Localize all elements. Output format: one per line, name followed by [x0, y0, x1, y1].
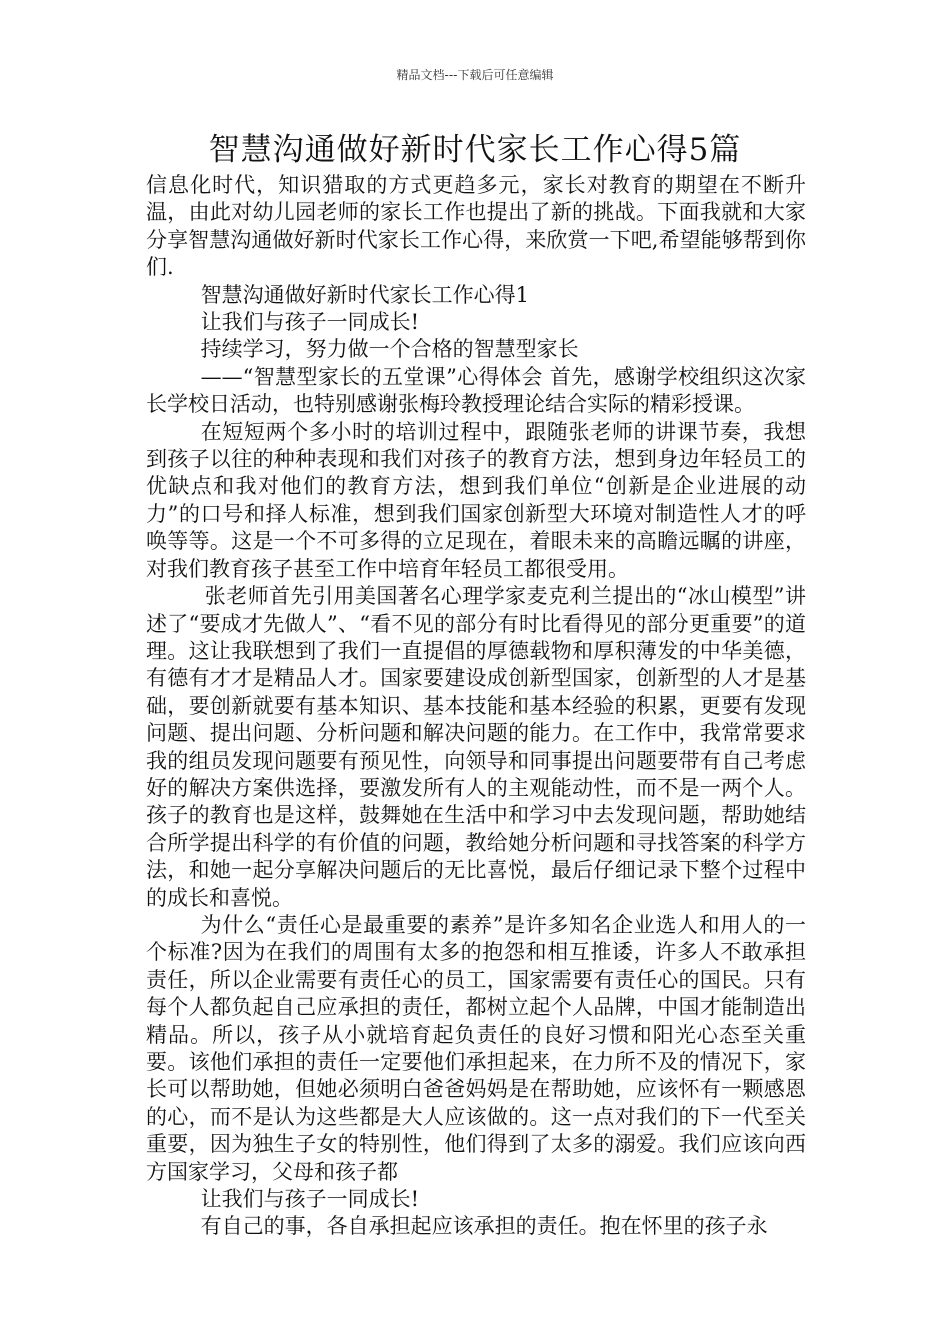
- page-header-note: 精品文档---下载后可任意编辑: [396, 68, 554, 82]
- paragraph-thanks: ——“智慧型家长的五堂课”心得体会 首先，感谢学校组织这次家长学校日活动，也特别感谢张梅玲教授理论结合实际的精彩授课。: [146, 364, 806, 417]
- paragraph-section-heading: 智慧沟通做好新时代家长工作心得1: [200, 282, 529, 307]
- paragraph-slogan: 让我们与孩子一同成长!: [200, 310, 420, 335]
- document-body: [146, 172, 806, 1241]
- document-title: 智慧沟通做好新时代家长工作心得5篇: [208, 132, 742, 168]
- paragraph-continuation: 有自己的事，各自承担起应该承担的责任。抱在怀里的孩子永: [200, 1214, 768, 1239]
- paragraph-intro: 信息化时代，知识猎取的方式更趋多元，家长对教育的期望在不断升温，由此对幼儿园老师的家长工作也提出了新的挑战。下面我就和大家分享智慧沟通做好新时代家长工作心得，来欣赏一下吧,希望能够帮到你们.: [146, 173, 806, 280]
- paragraph-training: 在短短两个多小时的培训过程中，跟随张老师的讲课节奏，我想到孩子以往的种种表现和我们对孩子的教育方法，想到身边年轻员工的优缺点和我对他们的教育方法，想到我们单位“创新是企业进展的动力”的口号和择人标准，想到我们国家创新型大环境对制造性人才的呼唤等等。这是一个不可多得的立足现在，着眼未来的高瞻远瞩的讲座，对我们教育孩子甚至工作中培育年轻员工都很受用。: [146, 419, 806, 581]
- paragraph-slogan-repeat: 让我们与孩子一同成长!: [200, 1187, 420, 1212]
- paragraph-responsibility: 为什么“责任心是最重要的素养”是许多知名企业选人和用人的一个标准?因为在我们的周围有太多的抱怨和相互推诿，许多人不敢承担责任，所以企业需要有责任心的员工，国家需要有责任心的国民。只有每个人都负起自己应承担的责任，都树立起个人品牌，中国才能制造出精品。所以，孩子从小就培育起负责任的良好习惯和阳光心态至关重要。该他们承担的责任一定要他们承担起来，在力所不及的情况下，家长可以帮助她，但她必须明白爸爸妈妈是在帮助她，应该怀有一颗感恩的心，而不是认为这些都是大人应该做的。这一点对我们的下一代至关重要，因为独生子女的特别性，他们得到了太多的溺爱。我们应该向西方国家学习，父母和孩子都: [146, 912, 806, 1184]
- paragraph-subtitle: 持续学习，努力做一个合格的智慧型家长: [200, 337, 579, 362]
- paragraph-iceberg-model: 张老师首先引用美国著名心理学家麦克利兰提出的“冰山模型”讲述了“要成才先做人”、“看不见的部分有时比看得见的部分更重要”的道理。这让我联想到了我们一直提倡的厚德载物和厚积薄发的中华美德，有德有才才是精品人才。国家要建设成创新型国家，创新型的人才是基础，要创新就要有基本知识、基本技能和基本经验的积累，更要有发现问题、提出问题、分析问题和解决问题的能力。在工作中，我常常要求我的组员发现问题要有预见性，向领导和同事提出问题要带有自己考虑好的解决方案供选择，要激发所有人的主观能动性，而不是一两个人。孩子的教育也是这样，鼓舞她在生活中和学习中去发现问题，帮助她结合所学提出科学的有价值的问题，教给她分析问题和寻找答案的科学方法，和她一起分享解决问题后的无比喜悦，最后仔细记录下整个过程中的成长和喜悦。: [146, 584, 806, 910]
